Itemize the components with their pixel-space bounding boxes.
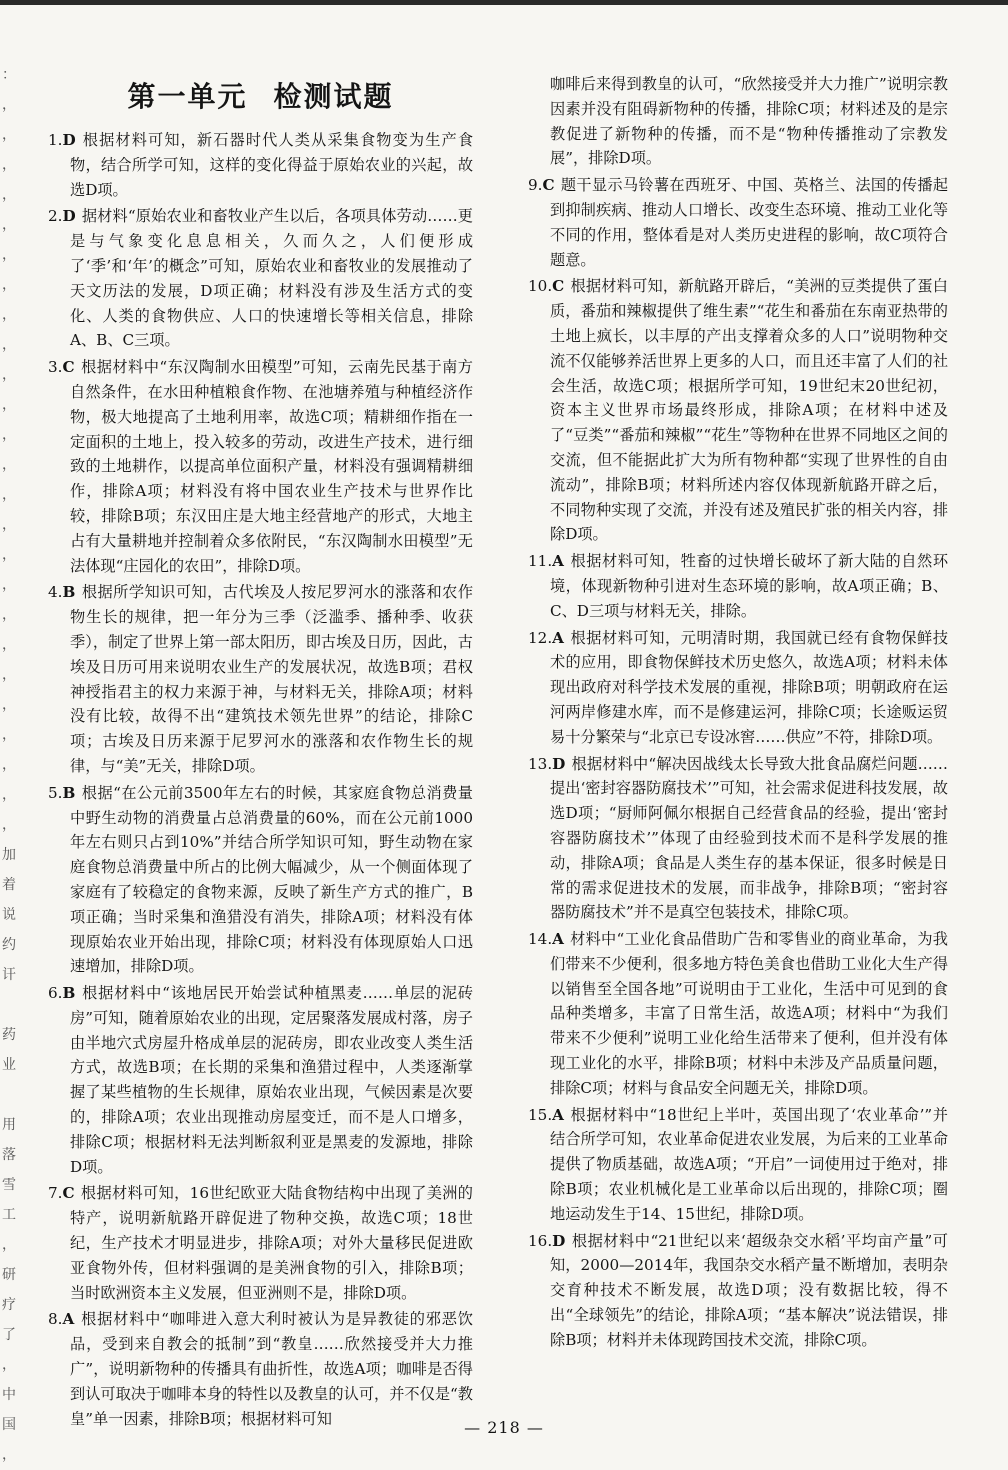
- answer-item: [528, 752, 948, 926]
- bleed-char: [2, 990, 18, 1020]
- bleed-char: ，: [2, 787, 16, 803]
- bleed-char: 加: [2, 847, 16, 863]
- answer-letter: D: [62, 207, 76, 226]
- question-number: 10.: [528, 277, 553, 296]
- bleed-char: ，: [2, 367, 16, 383]
- bleed-char: 用: [2, 1117, 16, 1133]
- question-number: 4.: [48, 583, 63, 602]
- bleed-char: 研: [2, 1267, 16, 1283]
- explanation-text: 根据“在公元前3500年左右的时候，其家庭食物总消费量中野生动物的消费量占总消费量的60%，而在公元前1000年左右则只占到10%”并结合所学知识可知，野生动物在家庭食物总消费量中所占的比例大幅减少，从一个侧面体现了家庭有了较稳定的食物来源，反映了新生产方式的推广，B项正确；当时采集和渔猎没有消失，排除A项；材料没有体现原始农业开始出现，排除C项；材料没有体现原始人口迅速增加，排除D项。: [70, 783, 473, 976]
- answer-letter: D: [62, 131, 76, 149]
- answer-item: [48, 1181, 473, 1305]
- adjacent-page-bleed: [2, 60, 18, 1463]
- bleed-char: 业: [2, 1057, 16, 1073]
- answer-letter: C: [552, 277, 565, 296]
- bleed-char: 中: [2, 1387, 16, 1403]
- bleed-char: ，: [2, 727, 16, 743]
- bleed-char: ，: [2, 217, 16, 233]
- bleed-char: ，: [2, 667, 16, 683]
- bleed-char: ，: [2, 607, 16, 623]
- bleed-char: 着: [2, 877, 16, 893]
- explanation-text: 根据材料可知，元明清时期，我国就已经有食物保鲜技术的应用，即食物保鲜技术历史悠久，故选A项；材料未体现出政府对科学技术发展的重视，排除B项；明朝政府在运河两岸修建水库，而不是修建运河，排除C项；长途贩运贸易十分繁荣与“北京已专设冰窖……供应”不符，排除D项。: [550, 628, 948, 746]
- explanation-text: 根据材料中“东汉陶制水田模型”可知，云南先民基于南方自然条件，在水田种植粮食作物、在池塘养殖与种植经济作物，极大地提高了土地利用率，故选C项；精耕细作指在一定面积的土地上，投入较多的劳动，改进生产技术，进行细致的土地耕作，以提高单位面积产量，材料没有强调精耕细作，排除A项；材料没有将中国农业生产技术与世界作比较，排除B项；东汉田庄是大地主经营地产的形式，大地主占有大量耕地并控制着众多依附民，“东汉陶制水田模型”无法体现“庄园化的农田”，排除D项。: [70, 358, 473, 575]
- bleed-char: 落: [2, 1147, 16, 1163]
- bleed-char: 雪: [2, 1177, 16, 1193]
- answer-letter: A: [552, 552, 564, 571]
- question-number: 15.: [528, 1105, 553, 1124]
- bleed-char: ，: [2, 487, 16, 503]
- title-test: 检测试题: [273, 80, 394, 113]
- bleed-char: ，: [2, 397, 16, 413]
- bleed-char: 说: [2, 907, 16, 923]
- answer-letter: A: [62, 1310, 75, 1329]
- question-number: 8.: [48, 1310, 63, 1329]
- bleed-char: ，: [2, 757, 16, 773]
- bleed-char: ，: [2, 697, 16, 713]
- answer-item: [48, 981, 473, 1179]
- explanation-text: 根据材料可知，牲畜的过快增长破坏了新大陆的自然环境，体现新物种引进对生态环境的影响，故A项正确；B、C、D三项与材料无关，排除。: [550, 552, 948, 620]
- answer-letter: A: [552, 930, 564, 949]
- question-number: 3.: [48, 358, 63, 377]
- explanation-text: 根据材料中“咖啡进入意大利时被认为是异教徒的邪恶饮品，受到来自教会的抵制”到“教皇……欣然接受并大力推广”，说明新物种的传播具有曲折性，故选A项；咖啡是否得到认可取决于咖啡本身的特性以及教皇的认可，并不仅是“教皇”单一因素，排除B项；根据材料可知: [70, 1310, 473, 1428]
- question-list-left: [48, 128, 473, 1431]
- question-number: 6.: [48, 984, 63, 1003]
- bleed-char: ，: [2, 1237, 16, 1253]
- explanation-text: 据材料“原始农业和畜牧业产生以后，各项具体劳动……更是与气象变化息息相关，久而久之，人们便形成了‘季’和‘年’的概念”可知，原始农业和畜牧业的发展推动了天文历法的发展，D项正确；材料没有涉及生活方式的变化、人类的食物供应、人口的快速增长等相关信息，排除A、B、C三项。: [70, 207, 473, 350]
- bleed-char: ，: [2, 637, 16, 653]
- answer-letter: D: [552, 754, 566, 773]
- explanation-text: 根据材料可知，新航路开辟后，“美洲的豆类提供了蛋白质，番茄和辣椒提供了维生素”“花生和番茄在东南亚热带的土地上疯长，以丰厚的产出支撑着众多的人口”说明物种交流不仅能够养活世界上更多的人口，而且还丰富了人们的社会生活，故选C项；根据所学可知，19世纪末20世纪初，资本主义世界市场最终形成，排除A项；在材料中述及了“豆类”“番茄和辣椒”“花生”等物种在世界不同地区之间的交流，但不能据此扩大为所有物种都“实现了世界性的自由流动”，排除B项；材料所述内容仅体现新航路开辟之后，不同物种实现了交流，并没有述及殖民扩张的相关内容，排除D项。: [550, 277, 948, 544]
- question-number: 14.: [528, 930, 553, 949]
- answer-item: [48, 204, 473, 353]
- answer-item: [48, 1307, 473, 1431]
- answer-item: [48, 781, 473, 979]
- question-number: 9.: [528, 176, 543, 195]
- bleed-char: ，: [2, 247, 16, 263]
- explanation-text: 根据材料可知，新石器时代人类从采集食物变为生产食物，结合所学可知，这样的变化得益于原始农业的兴起，故选D项。: [70, 131, 473, 199]
- title-unit: 第一单元: [127, 80, 248, 113]
- bleed-char: 讦: [2, 967, 16, 983]
- explanation-text: 根据材料中“21世纪以来‘超级杂交水稻’平均亩产量”可知，2000—2014年，我国杂交水稻产量不断增加，表明杂交育种技术不断发展，故选D项；没有数据比较，得不出“全球领先”的结论，排除A项；“基本解决”说法错误，排除B项；材料并未体现跨国技术交流，排除C项。: [550, 1231, 948, 1349]
- q8-continuation-text: 咖啡后来得到教皇的认可，“欣然接受并大力推广”说明宗教因素并没有阻碍新物种的传播，排除C项；材料述及的是宗教促进了新物种的传播，而不是“物种传播推动了宗教发展”，排除D项。: [550, 75, 948, 168]
- answer-item: [528, 549, 948, 623]
- explanation-text: 材料中“工业化食品借助广告和零售业的商业革命，为我们带来不少便利，很多地方特色美食也借助工业化大生产得以销售至全国各地”可说明由于工业化，生活中可见到的食品种类增多，丰富了日常生活，故选A项；材料中“为我们带来不少便利”说明工业化给生活带来了便利，但并没有体现工业化的水平，排除B项；材料中未涉及产品质量问题，排除C项；材料与食品安全问题无关，排除D项。: [550, 930, 948, 1097]
- answer-item: [528, 626, 948, 750]
- explanation-text: 根据材料中“18世纪上半叶，英国出现了‘农业革命’”并结合所学可知，农业革命促进农业发展，为后来的工业革命提供了物质基础，故选A项；“开启”一词使用过于绝对，排除B项；农业机械化是工业革命以后出现的，排除C项；圈地运动发生于14、15世纪，排除D项。: [550, 1105, 948, 1223]
- answer-item: [528, 927, 948, 1101]
- left-column: [48, 78, 473, 1433]
- bleed-char: ，: [2, 547, 16, 563]
- answer-item: [528, 1103, 948, 1227]
- bleed-char: ，: [2, 307, 16, 323]
- bleed-char: ，: [2, 97, 16, 113]
- explanation-text: 根据材料中“解决因战线太长导致大批食品腐烂问题……提出‘密封容器防腐技术’”可知，社会需求促进科技发展，故选D项；“厨师阿佩尔根据自己经营食品的经验，提出‘密封容器防腐技术’”体现了由经验到技术而不是科学发展的推动，排除A项；食品是人类生存的基本保证，很多时候是日常的需求促进技术的发展，而非战争，排除B项；“密封容器防腐技术”并不是真空包装技术，排除C项。: [550, 754, 948, 922]
- explanation-text: 根据材料可知，16世纪欧亚大陆食物结构中出现了美洲的特产，说明新航路开辟促进了物种交换，故选C项；18世纪，生产技术才明显进步，排除A项；对外大量移民促进欧亚食物外传，但材料强调的是美洲食物的引入，排除B项；当时欧洲资本主义发展，但亚洲则不是，排除D项。: [70, 1184, 473, 1302]
- answer-letter: C: [542, 176, 555, 195]
- question-number: 13.: [528, 754, 553, 773]
- explanation-text: 题干显示马铃薯在西班牙、中国、英格兰、法国的传播起到抑制疾病、推动人口增长、改变生态环境、推动工业化等不同的作用，整体看是对人类历史进程的影响，故C项符合题意。: [550, 176, 948, 269]
- question-number: 5.: [48, 783, 63, 802]
- answer-letter: C: [62, 1184, 75, 1203]
- answer-letter: B: [62, 984, 76, 1003]
- q8-continuation: [528, 72, 948, 171]
- bleed-char: ，: [2, 517, 16, 533]
- answer-letter: D: [552, 1231, 566, 1250]
- explanation-text: 根据所学知识可知，古代埃及人按尼罗河水的涨落和农作物生长的规律，把一年分为三季（泛滥季、播种季、收获季），制定了世界上第一部太阳历，即古埃及日历，因此，古埃及日历可用来说明农业生产的发展状况，故选B项；君权神授指君主的权力来源于神，与材料无关，排除A项；材料没有比较，故得不出“建筑技术领先世界”的结论，排除C项；古埃及日历来源于尼罗河水的涨落和农作物生长的规律，与“美”无关，排除D项。: [70, 583, 473, 775]
- bleed-char: ：: [2, 67, 16, 83]
- answer-item: [48, 355, 473, 578]
- bleed-char: ，: [2, 127, 16, 143]
- right-column: [528, 72, 948, 1355]
- answer-letter: A: [552, 628, 564, 647]
- bleed-char: ，: [2, 1447, 16, 1463]
- answer-letter: B: [62, 783, 76, 802]
- explanation-text: 根据材料中“该地居民开始尝试种植黑麦……单层的泥砖房”可知，随着原始农业的出现，定居聚落发展成村落，房子由半地穴式房屋升格成单层的泥砖房，即农业改变人类生活方式，故选B项；在长期的采集和渔猎过程中，人类逐渐掌握了某些植物的生长规律，原始农业出现，气候因素是次要的，排除A项；农业出现推动房屋变迁，而不是人口增多，排除C项；根据材料无法判断叙利亚是黑麦的发源地，排除D项。: [70, 984, 473, 1176]
- question-number: 16.: [528, 1231, 553, 1250]
- question-number: 2.: [48, 207, 63, 226]
- bleed-char: ，: [2, 1357, 16, 1373]
- bleed-char: ，: [2, 457, 16, 473]
- page-number: — 218 —: [464, 1418, 544, 1437]
- answer-item: [48, 580, 473, 778]
- bleed-char: 约: [2, 937, 16, 953]
- question-number: 1.: [48, 131, 63, 149]
- answer-letter: C: [62, 358, 75, 377]
- answer-item: [528, 173, 948, 272]
- bleed-char: [2, 1080, 18, 1110]
- question-number: 7.: [48, 1184, 63, 1203]
- bleed-char: 了: [2, 1327, 16, 1343]
- bleed-char: ，: [2, 427, 16, 443]
- question-number: 12.: [528, 628, 553, 647]
- answer-letter: B: [62, 583, 76, 602]
- bleed-char: ，: [2, 157, 16, 173]
- bleed-char: 药: [2, 1027, 16, 1043]
- bleed-char: ，: [2, 817, 16, 833]
- top-border: [0, 0, 1008, 5]
- bleed-char: ，: [2, 577, 16, 593]
- bleed-char: 工: [2, 1207, 16, 1223]
- question-list-right: [528, 173, 948, 1352]
- answer-item: [48, 128, 473, 202]
- answer-item: [528, 274, 948, 547]
- answer-item: [528, 1229, 948, 1353]
- page-title: [48, 78, 473, 116]
- bleed-char: ，: [2, 337, 16, 353]
- bleed-char: 疗: [2, 1297, 16, 1313]
- bleed-char: ，: [2, 187, 16, 203]
- question-number: 11.: [528, 552, 553, 571]
- answer-letter: A: [552, 1105, 564, 1124]
- bleed-char: ，: [2, 277, 16, 293]
- bleed-char: 国: [2, 1417, 16, 1433]
